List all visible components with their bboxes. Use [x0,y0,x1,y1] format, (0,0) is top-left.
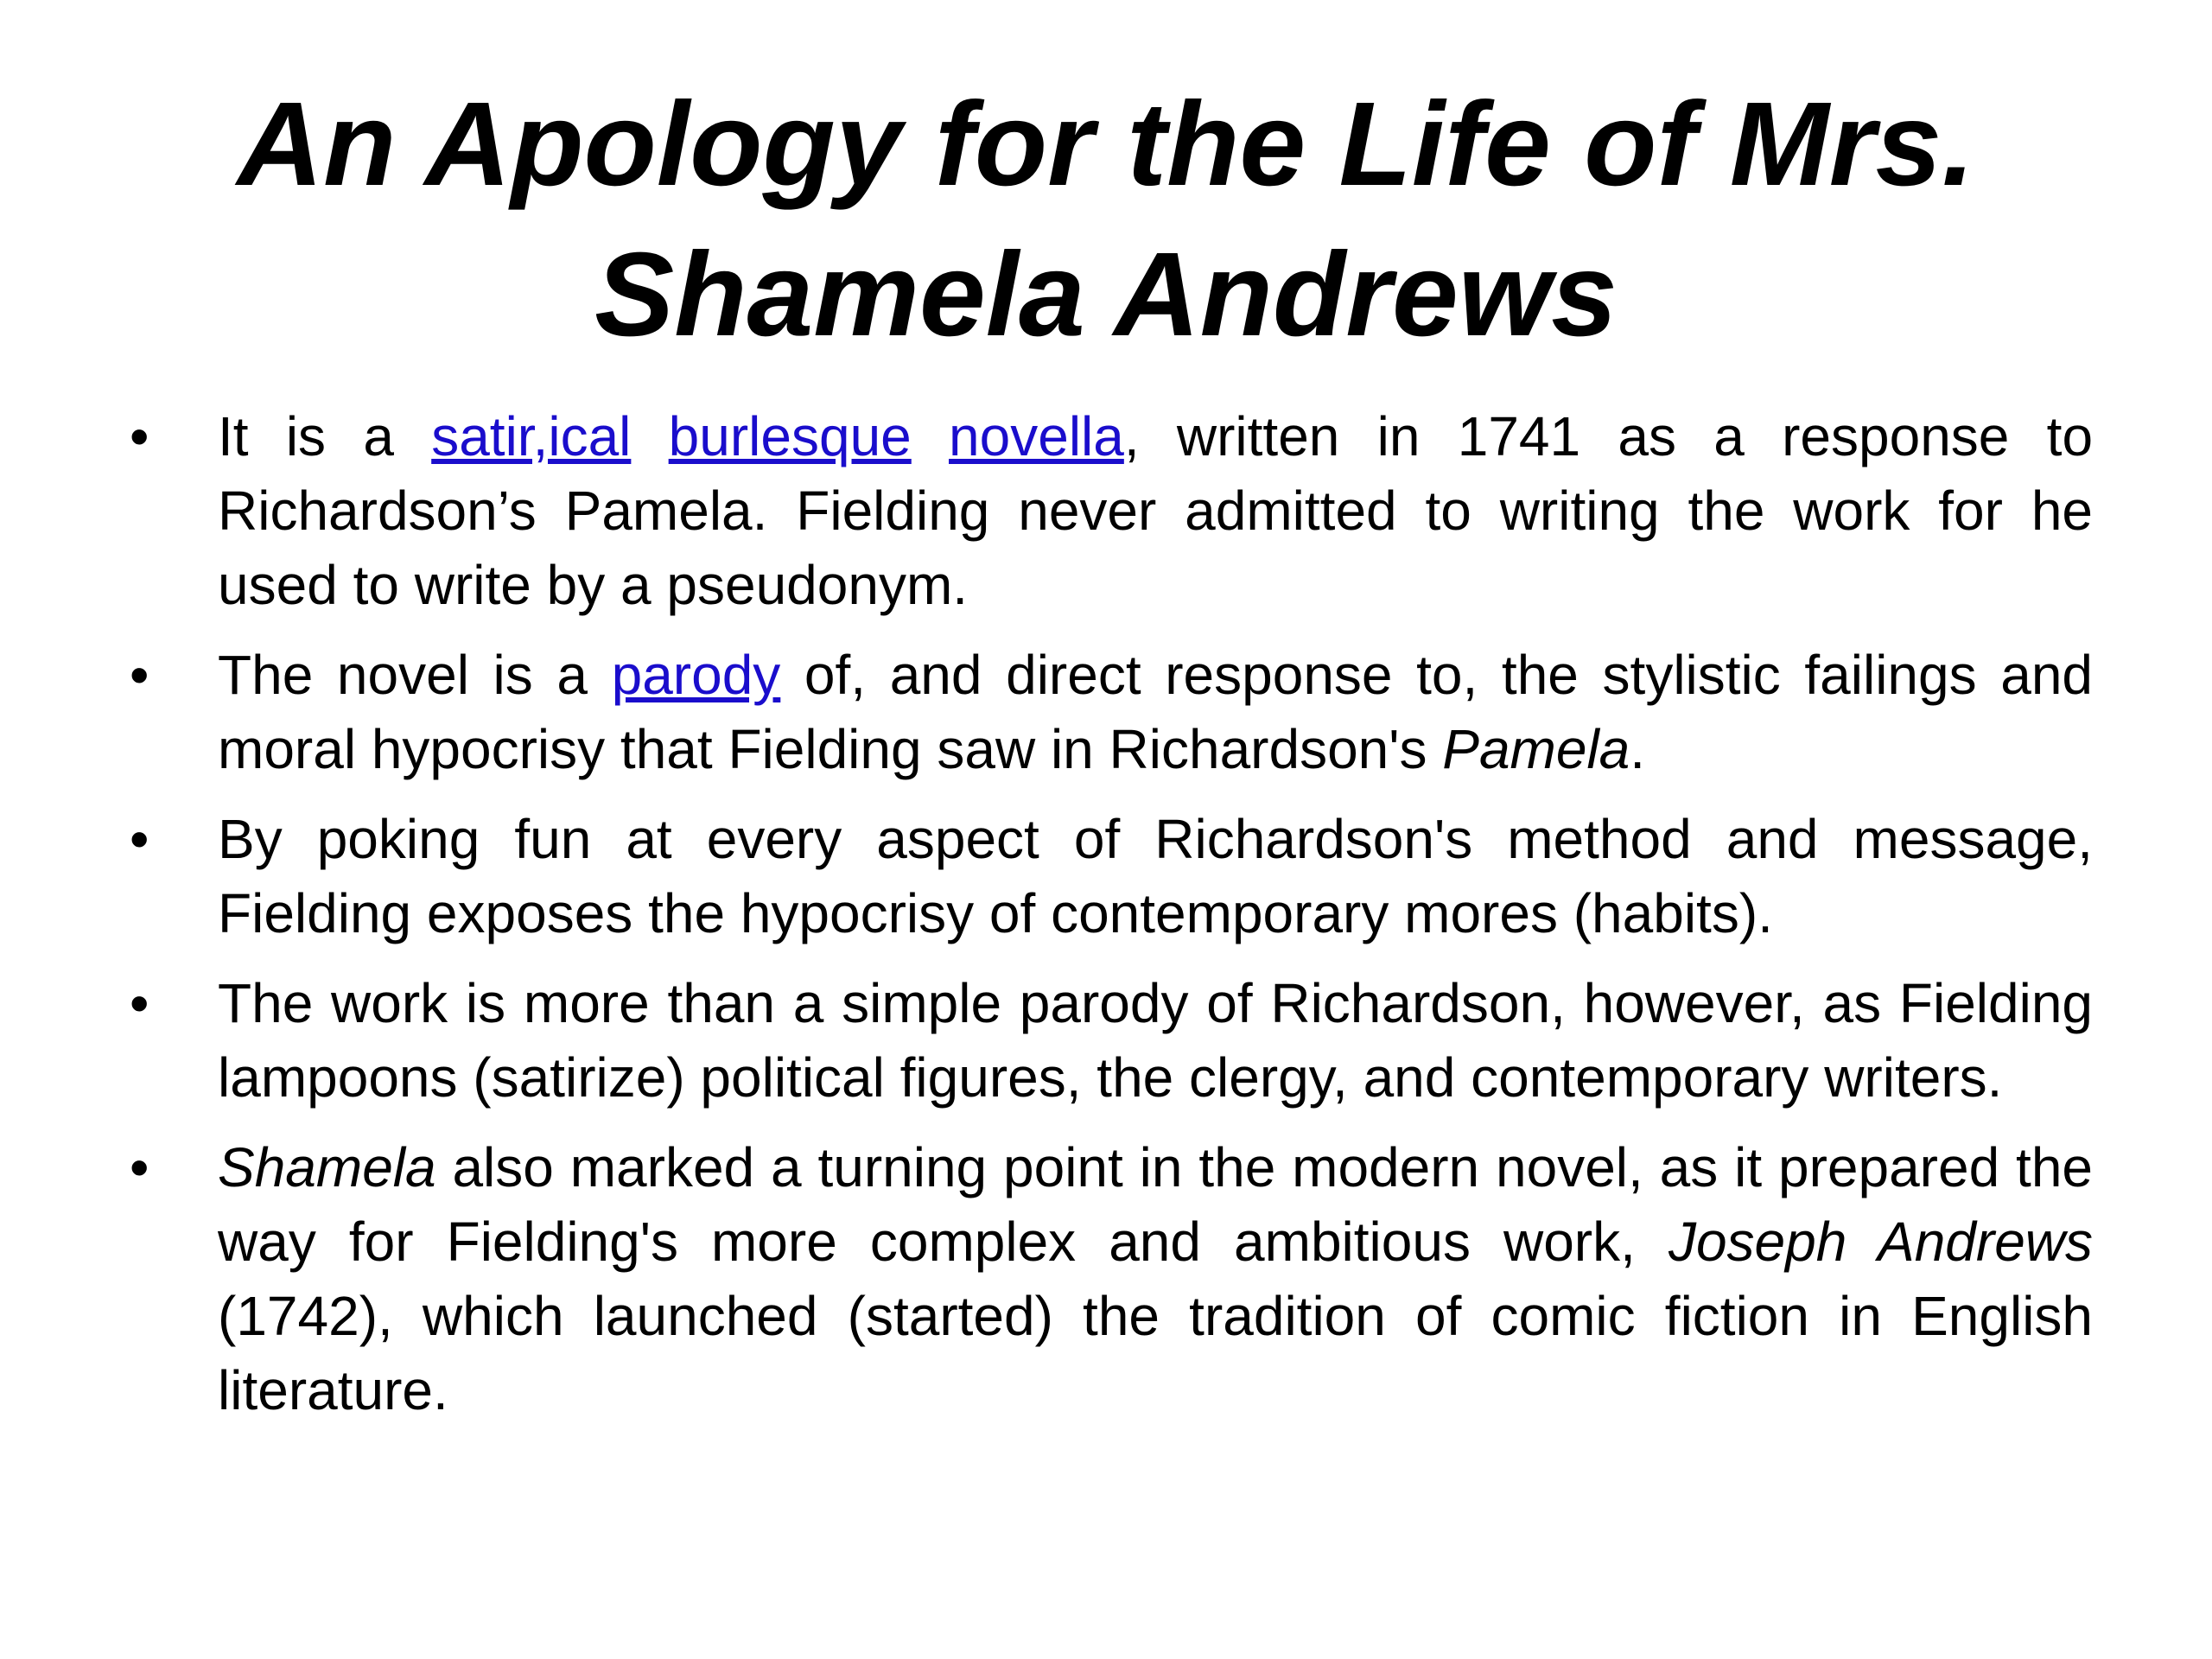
bullet-text: The work is more than a simple parody of Richardson, however, as Fielding lampoons (satirize) political figures, the clergy, and contemporary writers. [218,972,2093,1109]
bullet-list [130,399,2093,1443]
bullet-icon: • [130,405,149,467]
link-satirical[interactable]: satir,ical [431,405,632,467]
bullet-icon: • [130,808,149,870]
slide-title [173,69,2039,370]
bullet-item-2 [130,638,2093,786]
bullet-item-1 [130,399,2093,622]
link-novella[interactable]: novella [949,405,1124,467]
bullet-text: By poking fun at every aspect of Richardson's method and message, Fielding exposes the hypocrisy of contemporary mores (habits). [218,808,2093,944]
bullet-text: It is a [218,405,432,467]
link-parody[interactable]: parody [611,644,781,706]
italic-title-pamela: Pamela [1442,718,1630,780]
link-burlesque[interactable]: burlesque [668,405,912,467]
italic-title-shamela: Shamela [218,1136,436,1198]
italic-title-joseph-andrews: Joseph Andrews [1668,1211,2094,1273]
bullet-icon: • [130,1136,149,1198]
bullet-text: , written in 1741 as a response to Richardson’s Pamela. Fielding never admitted to writing the work for he used to write by a pseudonym. [218,405,2094,616]
bullet-text: (1742), which launched (started) the tradition of comic fiction in English literature. [218,1285,2093,1421]
slide-title-line-2: Shamela Andrews [594,228,1618,361]
bullet-text: The novel is a [218,644,612,706]
bullet-icon: • [130,644,149,706]
bullet-text: of, and direct response to, the stylistic failings and moral hypocrisy that Fielding saw in Richardson's [218,644,2094,780]
slide-title-line-1: An Apology for the Life of Mrs. [237,78,1975,211]
bullet-item-3 [130,802,2093,950]
bullet-item-4 [130,966,2093,1115]
bullet-text: . [1630,718,1646,780]
bullet-item-5 [130,1130,2093,1427]
bullet-icon: • [130,972,149,1034]
bullet-text: also marked a turning point in the modern novel, as it prepared the way for Fielding's more complex and ambitious work, [218,1136,2093,1273]
